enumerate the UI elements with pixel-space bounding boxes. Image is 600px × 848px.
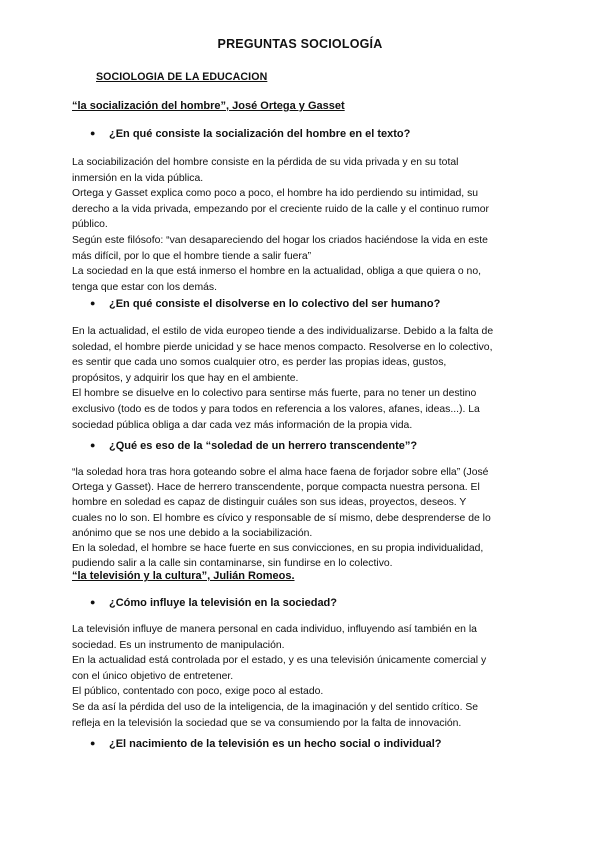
question-4-text: ¿Cómo influye la televisión en la sociedad? [109, 597, 337, 609]
question-2 [90, 298, 440, 310]
question-2-text: ¿En qué consiste el disolverse en lo colectivo del ser humano? [109, 298, 441, 310]
bullet-icon: ● [90, 440, 96, 450]
answer-3: “la soledad hora tras hora goteando sobre el alma hace faena de forjador sobre ella” (José Ortega y Gasset). Hace de herrero transcendente, porque compacta nuestra persona. El hombre en soledad es capaz de distinguir cuáles son sus ideas, proyectos, deseos. Y cuales no lo son. El hombre es cívico y responsable de sí mismo, debe desprenderse de lo anónimo que se nos une debido a la sociabilización. En la soledad, el hombre se hace fuerte en sus convicciones, en su propia individualidad, pudiendo salir a la calle sin contaminarse, sin fundirse en lo colectivo. [72, 467, 491, 570]
page-title: PREGUNTAS SOCIOLOGÍA [217, 37, 383, 51]
bullet-icon: ● [90, 597, 96, 607]
section-heading: SOCIOLOGIA DE LA EDUCACION [96, 71, 268, 83]
reading-heading-romeos: “la televisión y la cultura”, Julián Romeos. [72, 570, 295, 582]
answer-1: La sociabilización del hombre consiste en la pérdida de su vida privada y en su total inmersión en la vida pública. Ortega y Gasset explica como poco a poco, el hombre ha ido perdiendo su intimidad, su derecho a la vida privada, empezando por el creciente ruido de la calle y el continuo rumor público. Según este filósofo: “van desapareciendo del hogar los criados haciéndose la vida en este más difícil, por lo que el hombre tiende a salir fuera” La sociedad en la que está inmerso el hombre en la actualidad, obliga a que quiera o no, tenga que estar con los demás. [72, 157, 490, 293]
bullet-icon: ● [90, 738, 96, 748]
question-5-text: ¿El nacimiento de la televisión es un hecho social o individual? [109, 738, 442, 750]
question-4 [90, 597, 337, 609]
question-5 [90, 738, 442, 750]
bullet-icon: ● [90, 128, 96, 138]
answer-2: En la actualidad, el estilo de vida europeo tiende a des individualizarse. Debido a la falta de soledad, el hombre pierde unicidad y se hace menos compacto. Resolverse en lo colectivo, es sentir que cada uno somos cualquier otro, es perder las propias ideas, gustos, propósitos, y adquirir los que hay en el ambiente. El hombre se disuelve en lo colectivo para sentirse más fuerte, para no tener un destino exclusivo (todo es de todos y para todos en referencia a los valores, afanes, ideas...). La sociedad pública obliga a dar cada vez más información de la propia vida. [72, 326, 494, 431]
question-3 [90, 440, 417, 452]
answer-4: La televisión influye de manera personal en cada individuo, influyendo así también en la sociedad. Es un instrumento de manipulación. En la actualidad está controlada por el estado, y es una televisión únicamente comercial y con el único objetivo de entretener. El público, contentado con poco, exige poco al estado. Se da así la pérdida del uso de la inteligencia, de la imaginación y del sentido crítico. Se refleja en la televisión la sociedad que se va consumiendo por la falta de innovación. [72, 624, 487, 729]
question-3-text: ¿Qué es eso de la “soledad de un herrero transcendente”? [109, 440, 418, 452]
bullet-icon: ● [90, 298, 96, 308]
reading-heading-ortega: “la socialización del hombre”, José Ortega y Gasset [72, 100, 345, 112]
question-1-text: ¿En qué consiste la socialización del hombre en el texto? [109, 128, 411, 140]
question-1 [90, 128, 410, 140]
